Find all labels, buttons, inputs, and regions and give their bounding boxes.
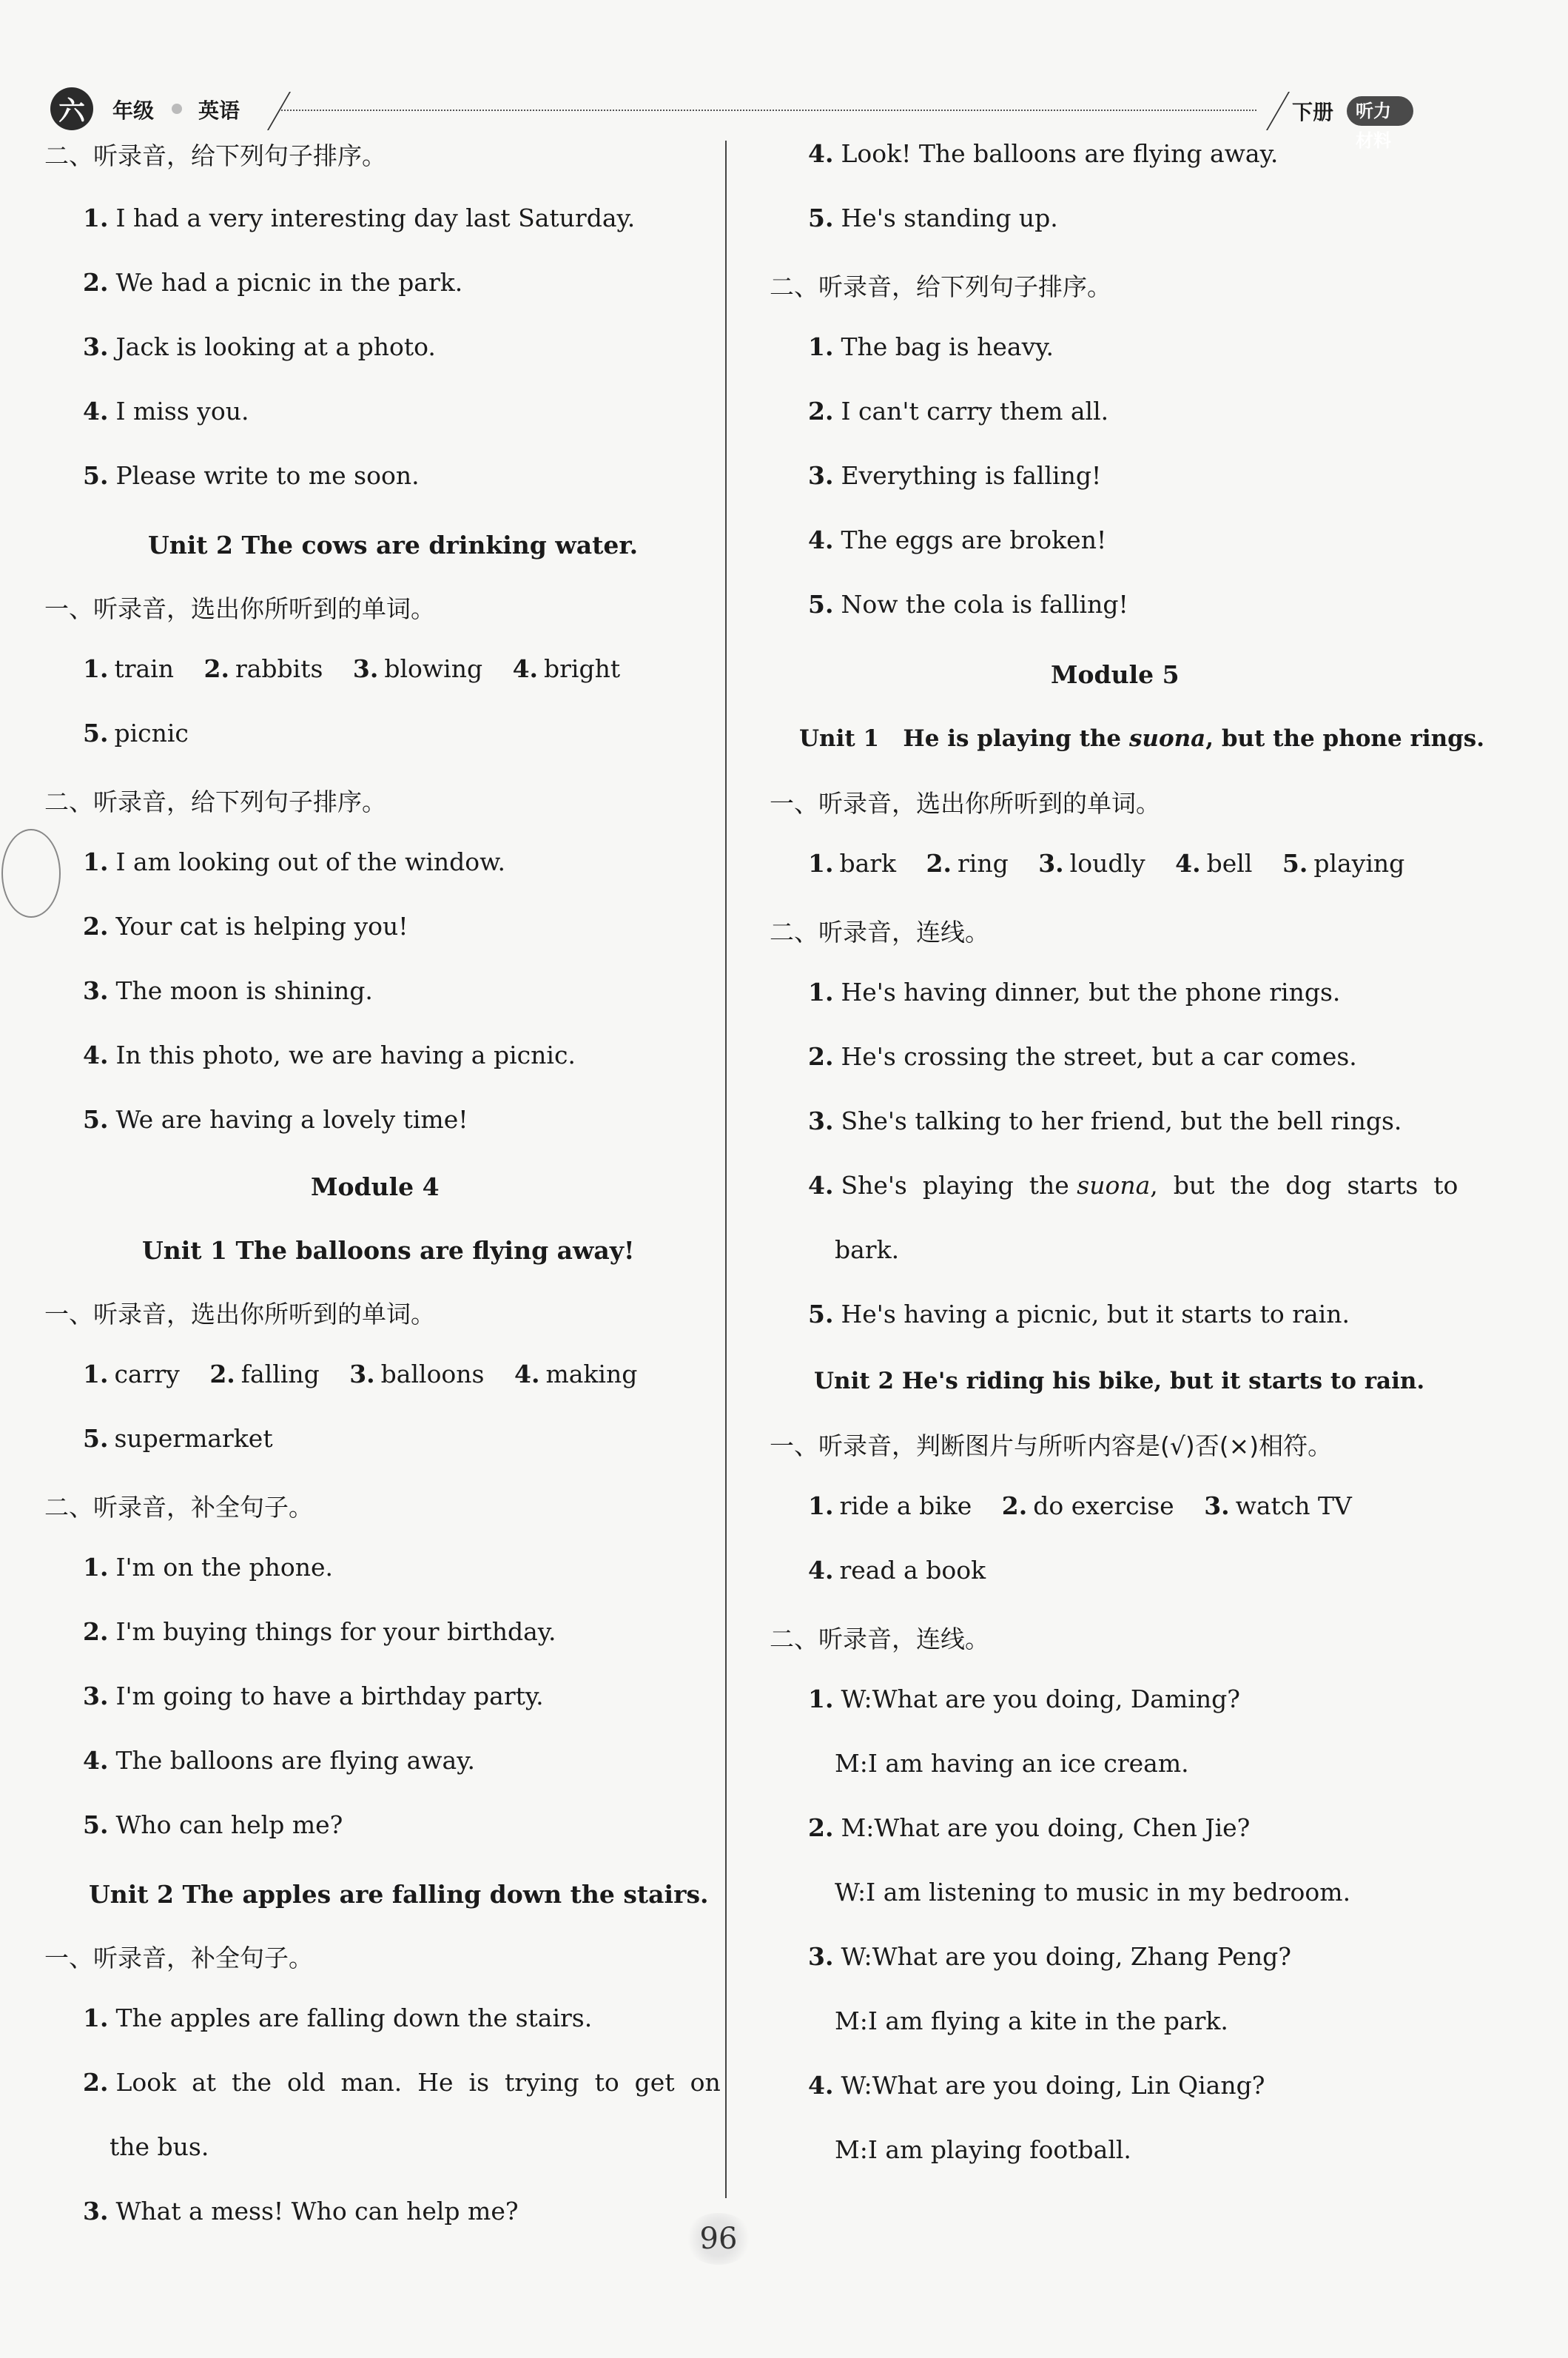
list-item: 3. Everything is falling! bbox=[808, 461, 1102, 490]
listening-material-tag: 听力材料 bbox=[1347, 96, 1413, 126]
word-row: 4. read a book bbox=[808, 1556, 986, 1585]
list-item: 4. The balloons are flying away. bbox=[83, 1746, 475, 1775]
section-heading: 一、听录音，补全句子。 bbox=[44, 1944, 313, 1972]
section-heading: 一、听录音，判断图片与所听内容是(√)否(×)相符。 bbox=[770, 1431, 1333, 1460]
module-title: Module 4 bbox=[311, 1172, 440, 1201]
word-row: 1. bark 2. ring 3. loudly 4. bell 5. playing bbox=[808, 849, 1405, 878]
list-item: 1. The bag is heavy. bbox=[808, 332, 1054, 361]
dialogue-answer: W:I am listening to music in my bedroom. bbox=[835, 1878, 1351, 1907]
subject-label: 英语 bbox=[198, 98, 240, 123]
dialogue-answer: M:I am having an ice cream. bbox=[835, 1749, 1189, 1778]
list-item: 5. Please write to me soon. bbox=[83, 461, 420, 490]
list-item: 3. Jack is looking at a photo. bbox=[83, 332, 436, 361]
list-item: 3. What a mess! Who can help me? bbox=[83, 2197, 519, 2226]
word-row: 5. supermarket bbox=[83, 1424, 273, 1453]
dialogue-question: 2. M:What are you doing, Chen Jie? bbox=[808, 1813, 1251, 1842]
word-row: 1. ride a bike 2. do exercise 3. watch TV bbox=[808, 1491, 1352, 1520]
column-divider bbox=[725, 141, 727, 2198]
list-item: 4. She's playing the suona, but the dog starts to bbox=[808, 1171, 1458, 1200]
section-heading: 一、听录音，选出你所听到的单词。 bbox=[44, 594, 435, 623]
list-item: 3. She's talking to her friend, but the bell rings. bbox=[808, 1106, 1402, 1135]
list-item: 2. Your cat is helping you! bbox=[83, 912, 408, 941]
list-item: 4. Look! The balloons are flying away. bbox=[808, 139, 1279, 168]
module-title: Module 5 bbox=[1051, 660, 1180, 689]
unit-title: Unit 2 The cows are drinking water. bbox=[148, 531, 639, 560]
list-item: 2. We had a picnic in the park. bbox=[83, 268, 463, 297]
list-item: 5. He's standing up. bbox=[808, 204, 1058, 232]
section-heading: 一、听录音，选出你所听到的单词。 bbox=[44, 1300, 435, 1329]
list-item: 2. I'm buying things for your birthday. bbox=[83, 1617, 556, 1646]
list-item: 1. He's having dinner, but the phone rings. bbox=[808, 978, 1341, 1007]
dialogue-question: 3. W:What are you doing, Zhang Peng? bbox=[808, 1942, 1291, 1971]
section-heading: 一、听录音，选出你所听到的单词。 bbox=[770, 789, 1160, 818]
dialogue-question: 4. W:What are you doing, Lin Qiang? bbox=[808, 2071, 1265, 2100]
list-item: 1. The apples are falling down the stairs. bbox=[83, 2003, 593, 2032]
list-item: 5. Who can help me? bbox=[83, 1810, 343, 1839]
list-item: 4. In this photo, we are having a picnic. bbox=[83, 1041, 576, 1069]
list-item-continuation: the bus. bbox=[110, 2132, 209, 2161]
header-slash bbox=[1248, 92, 1290, 130]
section-heading: 二、听录音，补全句子。 bbox=[44, 1493, 313, 1522]
separator-dot bbox=[172, 104, 182, 114]
section-heading: 二、听录音，连线。 bbox=[770, 1625, 989, 1653]
list-item: 5. Now the cola is falling! bbox=[808, 590, 1128, 619]
list-item-continuation: bark. bbox=[835, 1235, 900, 1264]
list-item: 2. I can't carry them all. bbox=[808, 397, 1109, 426]
grade-badge: 六 bbox=[50, 87, 93, 130]
section-heading: 二、听录音，连线。 bbox=[770, 918, 989, 947]
section-heading: 二、听录音，给下列句子排序。 bbox=[44, 141, 386, 170]
word-row: 1. train 2. rabbits 3. blowing 4. bright bbox=[83, 654, 621, 683]
list-item: 5. We are having a lovely time! bbox=[83, 1105, 468, 1134]
dialogue-answer: M:I am playing football. bbox=[835, 2135, 1131, 2164]
list-item: 4. The eggs are broken! bbox=[808, 525, 1107, 554]
dialogue-question: 1. W:What are you doing, Daming? bbox=[808, 1684, 1240, 1713]
list-item: 2. He's crossing the street, but a car comes. bbox=[808, 1042, 1357, 1071]
list-item: 5. He's having a picnic, but it starts to rain. bbox=[808, 1300, 1350, 1329]
unit-title: Unit 2 He's riding his bike, but it starts to rain. bbox=[814, 1368, 1425, 1394]
dialogue-answer: M:I am flying a kite in the park. bbox=[835, 2006, 1228, 2035]
word-row: 5. picnic bbox=[83, 719, 189, 748]
section-heading: 二、听录音，给下列句子排序。 bbox=[770, 272, 1111, 301]
page-header bbox=[44, 87, 1413, 151]
grade-label: 年级 bbox=[112, 98, 155, 123]
volume-label: 下册 bbox=[1292, 100, 1334, 124]
word-row: 1. carry 2. falling 3. balloons 4. making bbox=[83, 1360, 638, 1388]
list-item: 1. I had a very interesting day last Saturday. bbox=[83, 204, 636, 232]
unit-title: Unit 1 He is playing the suona, but the phone rings. bbox=[799, 725, 1485, 752]
list-item: 4. I miss you. bbox=[83, 397, 249, 426]
unit-title: Unit 2 The apples are falling down the stairs. bbox=[89, 1880, 709, 1909]
list-item: 3. I'm going to have a birthday party. bbox=[83, 1682, 544, 1710]
header-slash bbox=[249, 92, 291, 130]
section-heading: 二、听录音，给下列句子排序。 bbox=[44, 787, 386, 816]
page-number: 96 bbox=[684, 2213, 753, 2265]
header-rule bbox=[281, 110, 1256, 111]
unit-title: Unit 1 The balloons are flying away! bbox=[142, 1236, 635, 1265]
list-item: 2. Look at the old man. He is trying to get on bbox=[83, 2068, 721, 2097]
list-item: 1. I'm on the phone. bbox=[83, 1553, 334, 1582]
list-item: 1. I am looking out of the window. bbox=[83, 847, 505, 876]
list-item: 3. The moon is shining. bbox=[83, 976, 373, 1005]
